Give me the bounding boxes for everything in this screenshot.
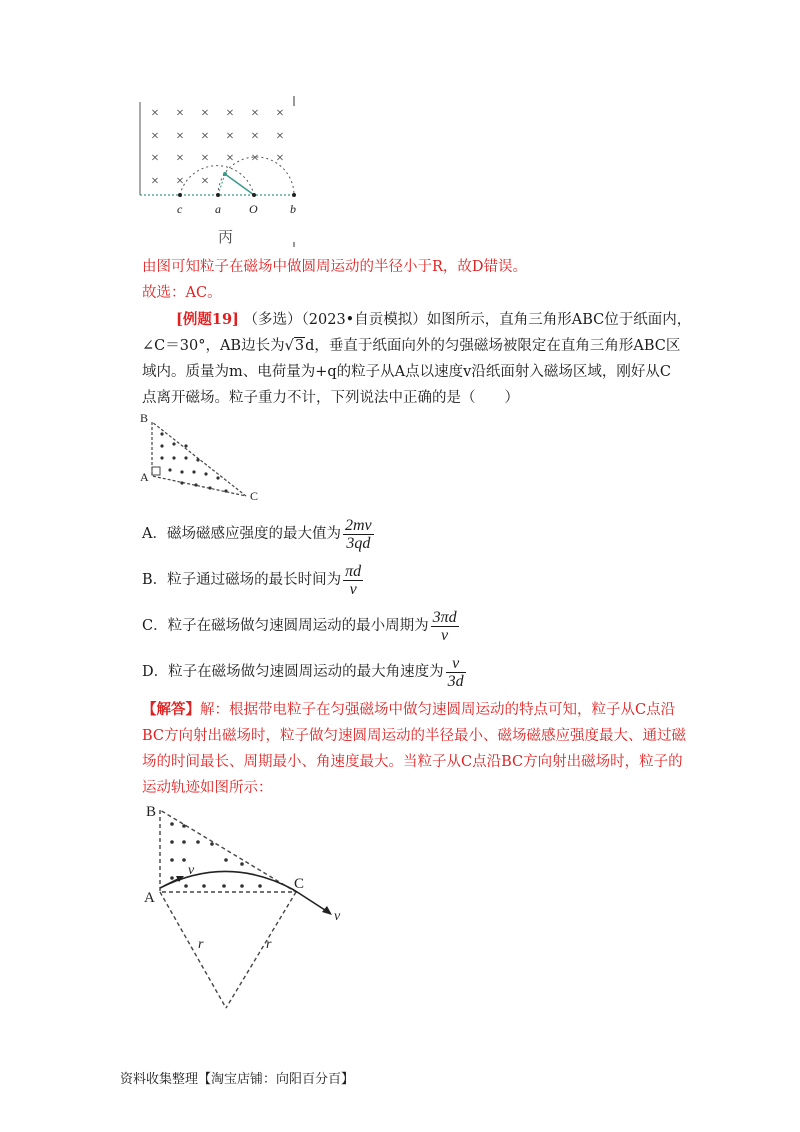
trajectory-arc <box>160 871 294 890</box>
solution-line-3: 场的时间最长、周期最小、角速度最大。当粒子从C点沿BC方向射出磁场时，粒子的 <box>142 754 683 770</box>
svg-text:×: × <box>251 129 259 144</box>
svg-text:×: × <box>201 106 209 121</box>
label-r-left: r <box>198 937 204 952</box>
radius-right <box>226 892 296 1008</box>
label-O: O <box>249 202 258 216</box>
svg-text:×: × <box>276 106 284 121</box>
point-b <box>292 193 296 197</box>
example-source: （2023•自贡模拟） <box>301 312 427 328</box>
label-A: A <box>140 470 149 484</box>
svg-text:×: × <box>176 106 184 121</box>
option-a: A．磁场磁感应强度的最大值为 $\frac{2mv}{3qd}$ <box>142 516 372 552</box>
label-b: b <box>290 202 296 216</box>
example-tag: [例题19] <box>176 311 239 328</box>
svg-text:×: × <box>151 174 159 189</box>
fraction: $\frac{3\pi d}{v}$ <box>432 608 457 644</box>
svg-text:×: × <box>176 151 184 166</box>
label-c: c <box>177 202 183 216</box>
svg-text:×: × <box>176 129 184 144</box>
field-dots <box>160 432 227 492</box>
solution-line-1: 【解答】解：根据带电粒子在匀强磁场中做匀速圆周运动的特点可知，粒子从C点沿 <box>142 701 676 718</box>
example-line-4: 点离开磁场。粒子重力不计，下列说法中正确的是（ ） <box>142 390 519 406</box>
fraction: $\frac{v}{3d}$ <box>447 654 464 690</box>
svg-text:×: × <box>276 129 284 144</box>
solution-tag: 【解答】 <box>142 701 200 718</box>
solution-line-4: 运动轨迹如图所示： <box>142 780 273 796</box>
figure-magnetic-field-crosses <box>130 92 310 252</box>
label-B: B <box>140 411 149 425</box>
figure-triangle-abc <box>136 408 276 504</box>
radius-left <box>160 892 226 1008</box>
label-C: C <box>294 876 305 892</box>
solution-line-2: BC方向射出磁场时，粒子做匀速圆周运动的半径最小、磁场磁感应强度最大、通过磁 <box>142 728 687 744</box>
svg-text:×: × <box>226 106 234 121</box>
exit-velocity-line <box>294 890 328 912</box>
label-A: A <box>144 890 155 906</box>
example-line-3: 域内。质量为m、电荷量为+q的粒子从A点以速度v沿纸面射入磁场区域，刚好从C <box>142 364 671 380</box>
example-type: （多选） <box>243 312 302 328</box>
svg-text:×: × <box>276 151 284 166</box>
label-v-exit: v <box>334 909 341 924</box>
svg-text:×: × <box>251 151 259 166</box>
arc-path <box>180 166 254 195</box>
example-line-1 <box>176 307 691 333</box>
svg-text:×: × <box>151 129 159 144</box>
point-O <box>252 193 256 197</box>
answer-prev: 故选：AC。 <box>142 285 222 301</box>
svg-text:×: × <box>226 151 234 166</box>
fraction: $\frac{2mv}{3qd}$ <box>344 516 372 552</box>
figure-caption: 丙 <box>218 230 234 246</box>
figure-trajectory <box>136 798 366 1018</box>
svg-text:×: × <box>201 151 209 166</box>
option-d: D．粒子在磁场做匀速圆周运动的最大角速度为 $\frac{v}{3d}$ <box>142 654 464 690</box>
page-footer: 资料收集整理【淘宝店铺：向阳百分百】 <box>120 1072 355 1087</box>
sqrt-3: √3 <box>284 338 305 354</box>
label-C: C <box>250 489 259 503</box>
fraction: $\frac{\pi d}{v}$ <box>345 562 362 598</box>
example-line-2: ∠C＝30°，AB边长为√3d，垂直于纸面向外的匀强磁场被限定在直角三角形ABC区 <box>142 338 681 354</box>
svg-text:×: × <box>176 174 184 189</box>
point-c <box>178 193 182 197</box>
svg-text:×: × <box>151 151 159 166</box>
option-b: B．粒子通过磁场的最长时间为 $\frac{\pi d}{v}$ <box>142 562 362 598</box>
svg-text:×: × <box>251 106 259 121</box>
svg-text:×: × <box>226 129 234 144</box>
conclusion-text: 由图可知粒子在磁场中做圆周运动的半径小于R，故D错误。 <box>142 259 528 275</box>
right-angle-mark <box>152 467 160 475</box>
label-B: B <box>146 804 157 820</box>
exit-arrowhead <box>322 906 332 915</box>
svg-text:×: × <box>201 129 209 144</box>
label-r-right: r <box>266 937 272 952</box>
svg-text:×: × <box>151 106 159 121</box>
label-v-entry: v <box>188 863 195 878</box>
example-line1-text: 如图所示，直角三角形ABC位于纸面内， <box>426 312 692 328</box>
svg-text:×: × <box>201 174 209 189</box>
option-c: C．粒子在磁场做匀速圆周运动的最小周期为 $\frac{3\pi d}{v}$ <box>142 608 457 644</box>
cross-marks <box>151 106 284 189</box>
point-a <box>216 193 220 197</box>
label-a: a <box>215 202 221 216</box>
